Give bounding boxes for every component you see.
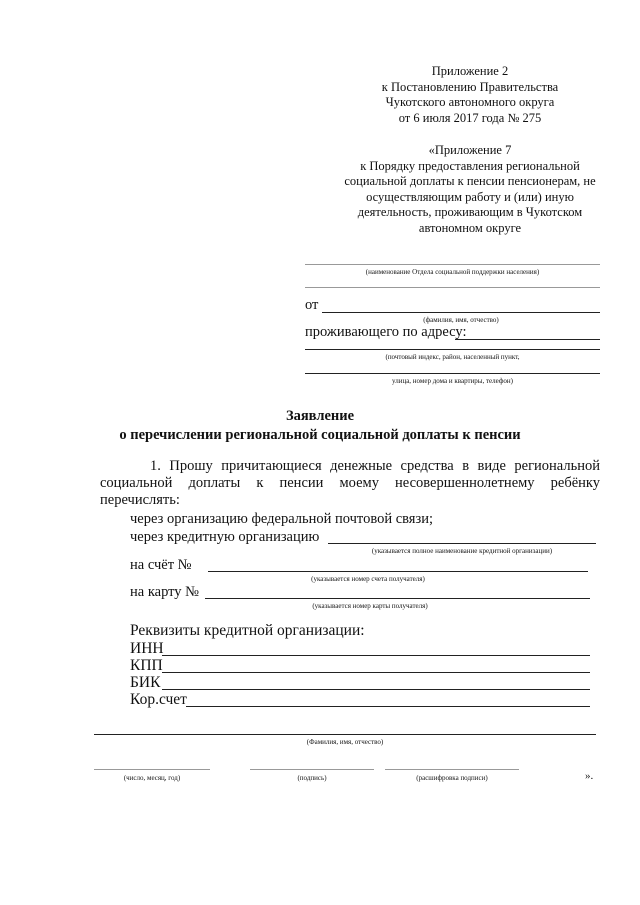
document-subtitle: о перечислении региональной социальной доплаты к пенсии bbox=[119, 427, 521, 443]
appendix-line: от 6 июля 2017 года № 275 bbox=[398, 110, 542, 125]
from-label: от bbox=[305, 297, 319, 313]
appendix-line: Чукотского автономного округа bbox=[385, 95, 555, 109]
account-label: на счёт № bbox=[130, 557, 192, 573]
date-caption: (число, месяц, год) bbox=[123, 774, 181, 782]
appendix-line: «Приложение 7 bbox=[428, 143, 512, 157]
appendix-line: деятельность, проживающим в Чукотском bbox=[357, 205, 583, 219]
appendix-line: осуществляющим работу и (или) иную bbox=[366, 189, 574, 204]
option-bank: через кредитную организацию bbox=[130, 529, 320, 545]
fio-caption: (фамилия, имя, отчество) bbox=[423, 316, 499, 324]
account-number-line[interactable] bbox=[208, 571, 588, 572]
appendix-line: Приложение 2 bbox=[431, 64, 509, 78]
bank-caption: (указывается полное наименование кредитной организации) bbox=[371, 547, 553, 555]
card-caption: (указывается номер карты получателя) bbox=[312, 602, 428, 610]
signature-line[interactable] bbox=[250, 769, 374, 770]
request-paragraph: 1. Прошу причитающиеся денежные средства в виде региональной социальной доплаты к пенсии моему несовершеннолетнему ребёнку перечислять: bbox=[100, 458, 600, 508]
bik-label: БИК bbox=[130, 674, 161, 691]
inn-line[interactable] bbox=[162, 655, 590, 656]
applicant-fio-line[interactable] bbox=[322, 312, 600, 313]
full-name-line[interactable] bbox=[94, 734, 596, 735]
card-number-line[interactable] bbox=[205, 598, 590, 599]
kor-line[interactable] bbox=[186, 706, 590, 707]
appendix-line: к Постановлению Правительства bbox=[381, 79, 559, 94]
appendix-2-block bbox=[320, 64, 620, 126]
dept-name-line[interactable] bbox=[305, 264, 600, 265]
bik-line[interactable] bbox=[162, 689, 590, 690]
residing-label: проживающего по адресу: bbox=[305, 324, 467, 340]
bank-name-line[interactable] bbox=[328, 543, 596, 544]
postal-caption: (почтовый индекс, район, населенный пункт, bbox=[385, 353, 520, 361]
dept-name-line-2[interactable] bbox=[305, 287, 600, 288]
appendix-line: автономном округе bbox=[418, 220, 522, 235]
address-line-3[interactable] bbox=[305, 373, 600, 374]
signature-decode-line[interactable] bbox=[385, 769, 519, 770]
address-line-1[interactable] bbox=[455, 339, 600, 340]
inn-label: ИНН bbox=[130, 640, 164, 657]
document-title: Заявление bbox=[285, 408, 355, 424]
account-caption: (указывается номер счета получателя) bbox=[311, 575, 425, 583]
closing-quote: ». bbox=[585, 770, 594, 782]
card-label: на карту № bbox=[130, 584, 199, 600]
option-post: через организацию федеральной почтовой связи; bbox=[130, 511, 433, 527]
street-caption: улица, номер дома и квартиры, телефон) bbox=[392, 377, 513, 385]
dept-caption: (наименование Отдела социальной поддержки населения) bbox=[365, 268, 540, 276]
decode-caption: (расшифровка подписи) bbox=[416, 774, 488, 782]
requisites-heading: Реквизиты кредитной организации: bbox=[130, 622, 365, 639]
appendix-line: социальной доплаты к пенсии пенсионерам, не bbox=[344, 174, 596, 188]
signature-caption: (подпись) bbox=[297, 774, 327, 782]
address-line-2[interactable] bbox=[305, 349, 600, 350]
date-line[interactable] bbox=[94, 769, 210, 770]
kor-label: Кор.счет bbox=[130, 691, 187, 708]
kpp-line[interactable] bbox=[162, 672, 590, 673]
appendix-7-block bbox=[320, 143, 620, 236]
appendix-line: к Порядку предоставления региональной bbox=[360, 158, 580, 173]
fullname-caption: (Фамилия, имя, отчество) bbox=[306, 738, 384, 746]
kpp-label: КПП bbox=[130, 657, 163, 674]
